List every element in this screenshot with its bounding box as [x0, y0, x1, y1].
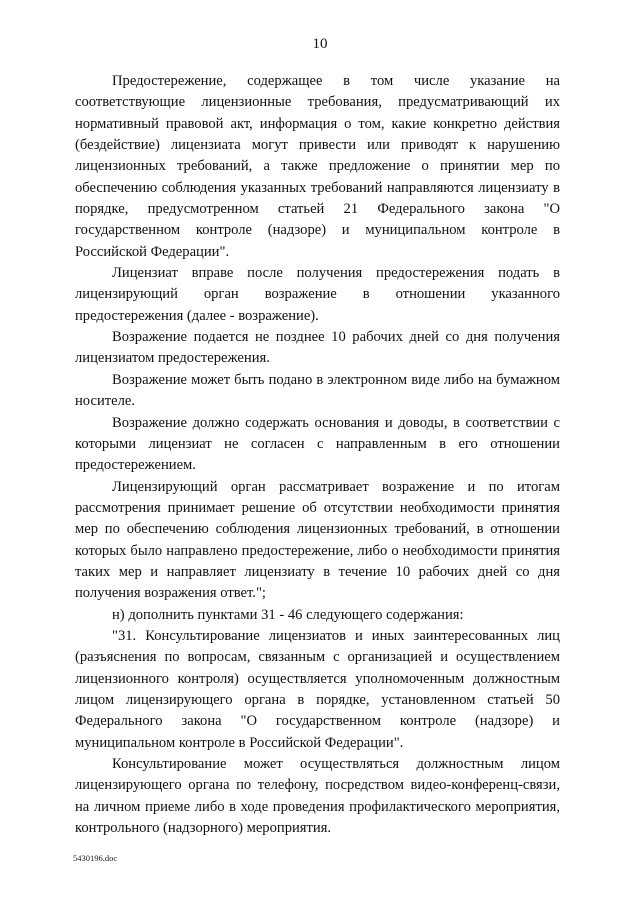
- paragraph-objection-deadline: Возражение подается не позднее 10 рабочих дней со дня получения лицензиатом предостережения.: [75, 329, 560, 367]
- page-number: 10: [312, 36, 328, 52]
- paragraph-warning-content: Предостережение, содержащее в том числе указание на соответствующие лицензионные требования, предусматривающий их нормативный правовой акт, информация о том, какие конкретно действия (бездействие) лицензиата могут привести или приводят к нарушению лицензионных требований, а также предложение о принятии мер по обеспечению соблюдения указанных требований направляются лицензиату в порядке, предусмотренном статьей 21 Федерального закона "О государственном контроле (надзоре) и муниципальном контроле в Российской Федерации".: [75, 73, 560, 260]
- paragraph-objection-grounds: Возражение должно содержать основания и доводы, в соответствии с которыми лицензиат не согласен с направленным в его отношении предостережением.: [75, 414, 560, 474]
- paragraph-amendment-intro: н) дополнить пунктами 31 - 46 следующего содержания:: [112, 606, 464, 623]
- document-body: [75, 71, 560, 839]
- paragraph-objection-review: Лицензирующий орган рассматривает возражение и по итогам рассмотрения принимает решение об отсутствии необходимости принятия мер по обеспечению соблюдения лицензионных требований, в отношении которых было направлено предостережение, либо о необходимости принятия таких мер и направляет лицензиату в течение 10 рабочих дней со дня получения возражения ответ.";: [75, 478, 560, 602]
- paragraph-clause-31: "31. Консультирование лицензиатов и иных заинтересованных лиц (разъяснения по вопросам, связанным с организацией и осуществлением лицензионного контроля) осуществляется уполномоченным должностным лицом лицензирующего органа в порядке, установленном статьей 50 Федерального закона "О государственном контроле (надзоре) и муниципальном контроле в Российской Федерации".: [75, 627, 560, 751]
- paragraph-objection-format: Возражение может быть подано в электронном виде либо на бумажном носителе.: [75, 371, 560, 410]
- paragraph-consultation-methods: Консультирование может осуществляться должностным лицом лицензирующего органа по телефону, посредством видео-конференц-связи, на личном приеме либо в ходе проведения профилактического мероприятия, контрольного (надзорного) мероприятия.: [75, 756, 560, 837]
- paragraph-objection-right: Лицензиат вправе после получения предостережения подать в лицензирующий орган возражение в отношении указанного предостережения (далее - возражение).: [75, 265, 560, 324]
- footer-filename: 5430196.doc: [73, 853, 118, 863]
